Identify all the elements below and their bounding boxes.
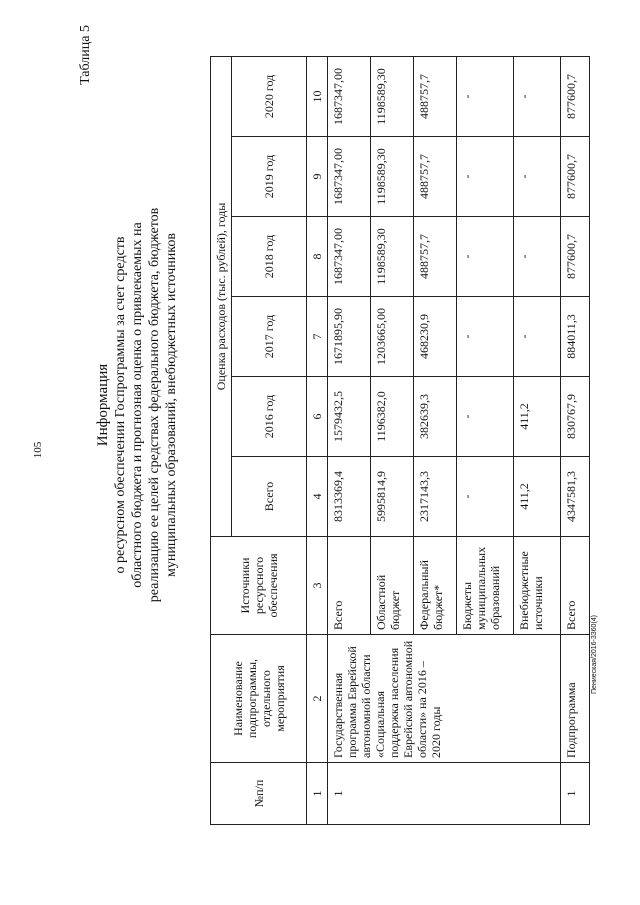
- value-cell: 1687347,00: [328, 217, 371, 297]
- table-row: [328, 56, 371, 824]
- value-cell: 5995814,9: [371, 457, 414, 537]
- value-cell: -: [457, 217, 514, 297]
- header-2020: 2020 год: [232, 56, 307, 136]
- row-num: 1: [328, 763, 561, 825]
- value-cell: -: [457, 137, 514, 217]
- header-2018: 2018 год: [232, 217, 307, 297]
- value-cell: 877600,7: [561, 217, 590, 297]
- value-cell: 1196382,0: [371, 377, 414, 457]
- title-heading: Информация: [95, 363, 111, 447]
- value-cell: 488757,7: [414, 137, 457, 217]
- col-number: 7: [307, 297, 328, 377]
- value-cell: 488757,7: [414, 56, 457, 136]
- value-cell: 1198589,30: [371, 217, 414, 297]
- row-source: Всего: [328, 537, 371, 635]
- row-source: Бюджеты муниципальных образований: [457, 537, 514, 635]
- value-cell: 2317143,3: [414, 457, 457, 537]
- value-cell: -: [457, 457, 514, 537]
- header-2019: 2019 год: [232, 137, 307, 217]
- value-cell: 382639,3: [414, 377, 457, 457]
- col-number: 3: [307, 537, 328, 635]
- col-number: 1: [307, 763, 328, 825]
- value-cell: 1671895,90: [328, 297, 371, 377]
- value-cell: 830767,9: [561, 377, 590, 457]
- document-stamp: Пениеская/2016-3360(4): [591, 615, 598, 694]
- value-cell: 1203665,00: [371, 297, 414, 377]
- page-number: 105: [32, 441, 44, 459]
- title-line: муниципальных образований, внебюджетных источников: [164, 233, 179, 577]
- row-source: Всего: [561, 537, 590, 635]
- header-name: Наименование подпрограммы, отдельного мероприятия: [211, 635, 307, 763]
- value-cell: 877600,7: [561, 56, 590, 136]
- col-number: 8: [307, 217, 328, 297]
- value-cell: -: [514, 56, 561, 136]
- col-number: 10: [307, 56, 328, 136]
- table-label: Таблица 5: [78, 25, 93, 85]
- row-source: Областной бюджет: [371, 537, 414, 635]
- value-cell: -: [457, 297, 514, 377]
- row-name: Подпрограмма: [561, 635, 590, 763]
- value-cell: 1687347,00: [328, 56, 371, 136]
- value-cell: 411,2: [514, 457, 561, 537]
- value-cell: 8313369,4: [328, 457, 371, 537]
- value-cell: -: [514, 217, 561, 297]
- row-name: Государственная программа Еврейской автономной области «Социальная поддержка населения Еврейской автономной области» на 2016 – 2020 годы: [328, 635, 561, 763]
- header-estimate: Оценка расходов (тыс. рублей), годы: [211, 56, 232, 536]
- col-number: 2: [307, 635, 328, 763]
- value-cell: -: [457, 377, 514, 457]
- col-number: 6: [307, 377, 328, 457]
- value-cell: 877600,7: [561, 137, 590, 217]
- title-line: областного бюджета и прогнозная оценка о привлекаемых на: [130, 222, 145, 588]
- value-cell: -: [514, 297, 561, 377]
- value-cell: 884011,3: [561, 297, 590, 377]
- value-cell: -: [457, 56, 514, 136]
- value-cell: 468230,9: [414, 297, 457, 377]
- row-source: Федеральный бюджет*: [414, 537, 457, 635]
- value-cell: 1198589,30: [371, 137, 414, 217]
- document-title: [95, 165, 180, 645]
- col-number: 4: [307, 457, 328, 537]
- row-source: Внебюджетные источники: [514, 537, 561, 635]
- header-row: [211, 56, 232, 824]
- table-row: [561, 56, 590, 824]
- header-source: Источники ресурсного обеспечения: [211, 537, 307, 635]
- header-num: №п/п: [211, 763, 307, 825]
- value-cell: 4347581,3: [561, 457, 590, 537]
- row-num: 1: [561, 763, 590, 825]
- col-number: 9: [307, 137, 328, 217]
- value-cell: 411,2: [514, 377, 561, 457]
- value-cell: 488757,7: [414, 217, 457, 297]
- header-2016: 2016 год: [232, 377, 307, 457]
- value-cell: 1198589,30: [371, 56, 414, 136]
- value-cell: 1687347,00: [328, 137, 371, 217]
- column-numbers-row: [307, 56, 328, 824]
- resource-table: [210, 56, 590, 825]
- title-line: о ресурсном обеспечении Госпрограммы за счет средств: [113, 236, 128, 574]
- title-line: реализацию ее целей средствах федерального бюджета, бюджетов: [147, 207, 162, 603]
- value-cell: -: [514, 137, 561, 217]
- header-2017: 2017 год: [232, 297, 307, 377]
- header-total: Всего: [232, 457, 307, 537]
- value-cell: 1579432,5: [328, 377, 371, 457]
